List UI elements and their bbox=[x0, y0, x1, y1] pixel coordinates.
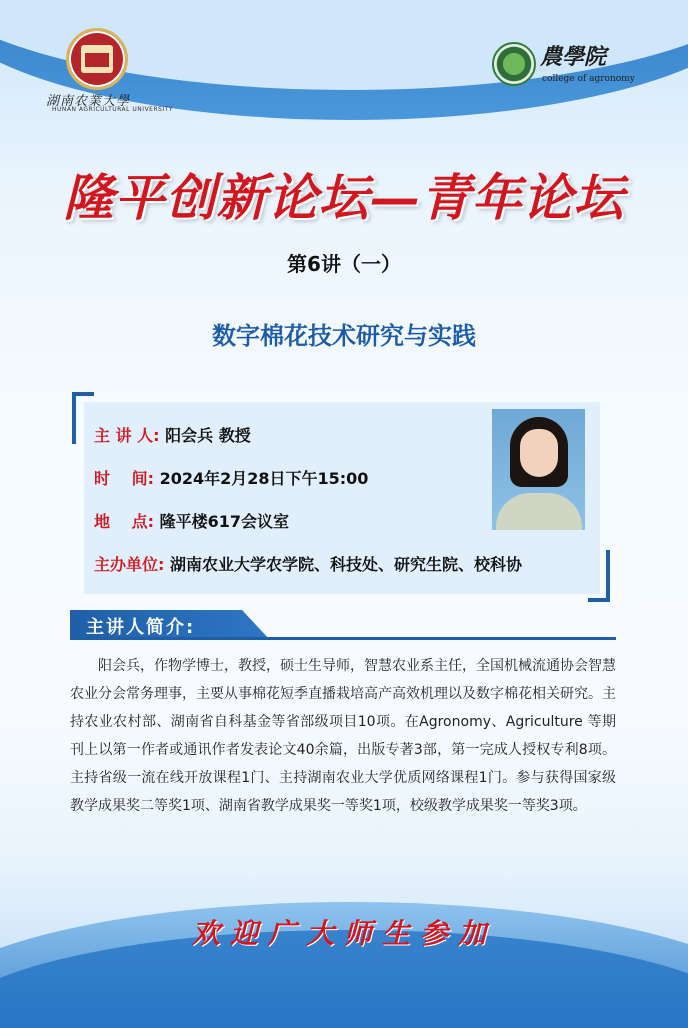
speaker-bio: 阳会兵，作物学博士，教授，硕士生导师，智慧农业系主任，全国机械流通协会智慧农业分会常务理事，主要从事棉花短季直播栽培高产高效机理以及数字棉花相关研究。主持农业农村部、湖南省自科基金等省部级项目10项。在Agronomy、Agriculture 等期刊上以第一作者或通讯作者发表论文40余篇，出版专著3部，第一完成人授权专利8项。主持省级一流在线开放课程1门、主持湖南农业大学优质网络课程1门。参与获得国家级教学成果奖二等奖1项、湖南省教学成果奖一等奖1项，校级教学成果奖一等奖3项。 bbox=[70, 658, 616, 814]
forum-title: 隆平创新论坛—青年论坛 bbox=[63, 168, 625, 227]
college-emblem-icon bbox=[492, 42, 536, 86]
college-name-en: college of agronomy bbox=[542, 74, 635, 84]
speaker-value: 阳会兵 教授 bbox=[165, 426, 251, 445]
welcome-message: 欢迎广大师生参加 bbox=[191, 917, 496, 950]
bio-heading: 主讲人简介: bbox=[86, 617, 196, 638]
place-value: 隆平楼617会议室 bbox=[159, 512, 289, 531]
college-name-script: 農學院 bbox=[540, 44, 607, 70]
university-name-script: 湖南农業大學 bbox=[46, 94, 131, 109]
university-name-en: HUNAN AGRICULTURAL UNIVERSITY bbox=[52, 106, 174, 113]
university-seal-icon bbox=[66, 28, 128, 90]
speaker-row bbox=[94, 423, 251, 446]
speaker-label: 主 讲 人: bbox=[94, 426, 160, 445]
host-row bbox=[94, 552, 522, 575]
time-row bbox=[94, 466, 368, 489]
host-label: 主办单位: bbox=[94, 555, 165, 574]
time-value: 2024年2月28日下午15:00 bbox=[159, 469, 369, 488]
bracket-bottom-right bbox=[606, 550, 610, 602]
place-label: 地 点: bbox=[94, 512, 154, 531]
host-value: 湖南农业大学农学院、科技处、研究生院、校科协 bbox=[169, 555, 522, 574]
lecture-number: 第6讲（一） bbox=[287, 252, 401, 276]
lecture-topic: 数字棉花技术研究与实践 bbox=[212, 322, 476, 350]
bracket-bottom-right-h bbox=[588, 598, 610, 602]
place-row bbox=[94, 509, 289, 532]
bracket-top-left-h bbox=[72, 392, 94, 396]
speaker-photo bbox=[492, 409, 585, 530]
time-label: 时 间: bbox=[94, 469, 154, 488]
bracket-top-left bbox=[72, 392, 76, 444]
college-logo bbox=[492, 40, 642, 90]
